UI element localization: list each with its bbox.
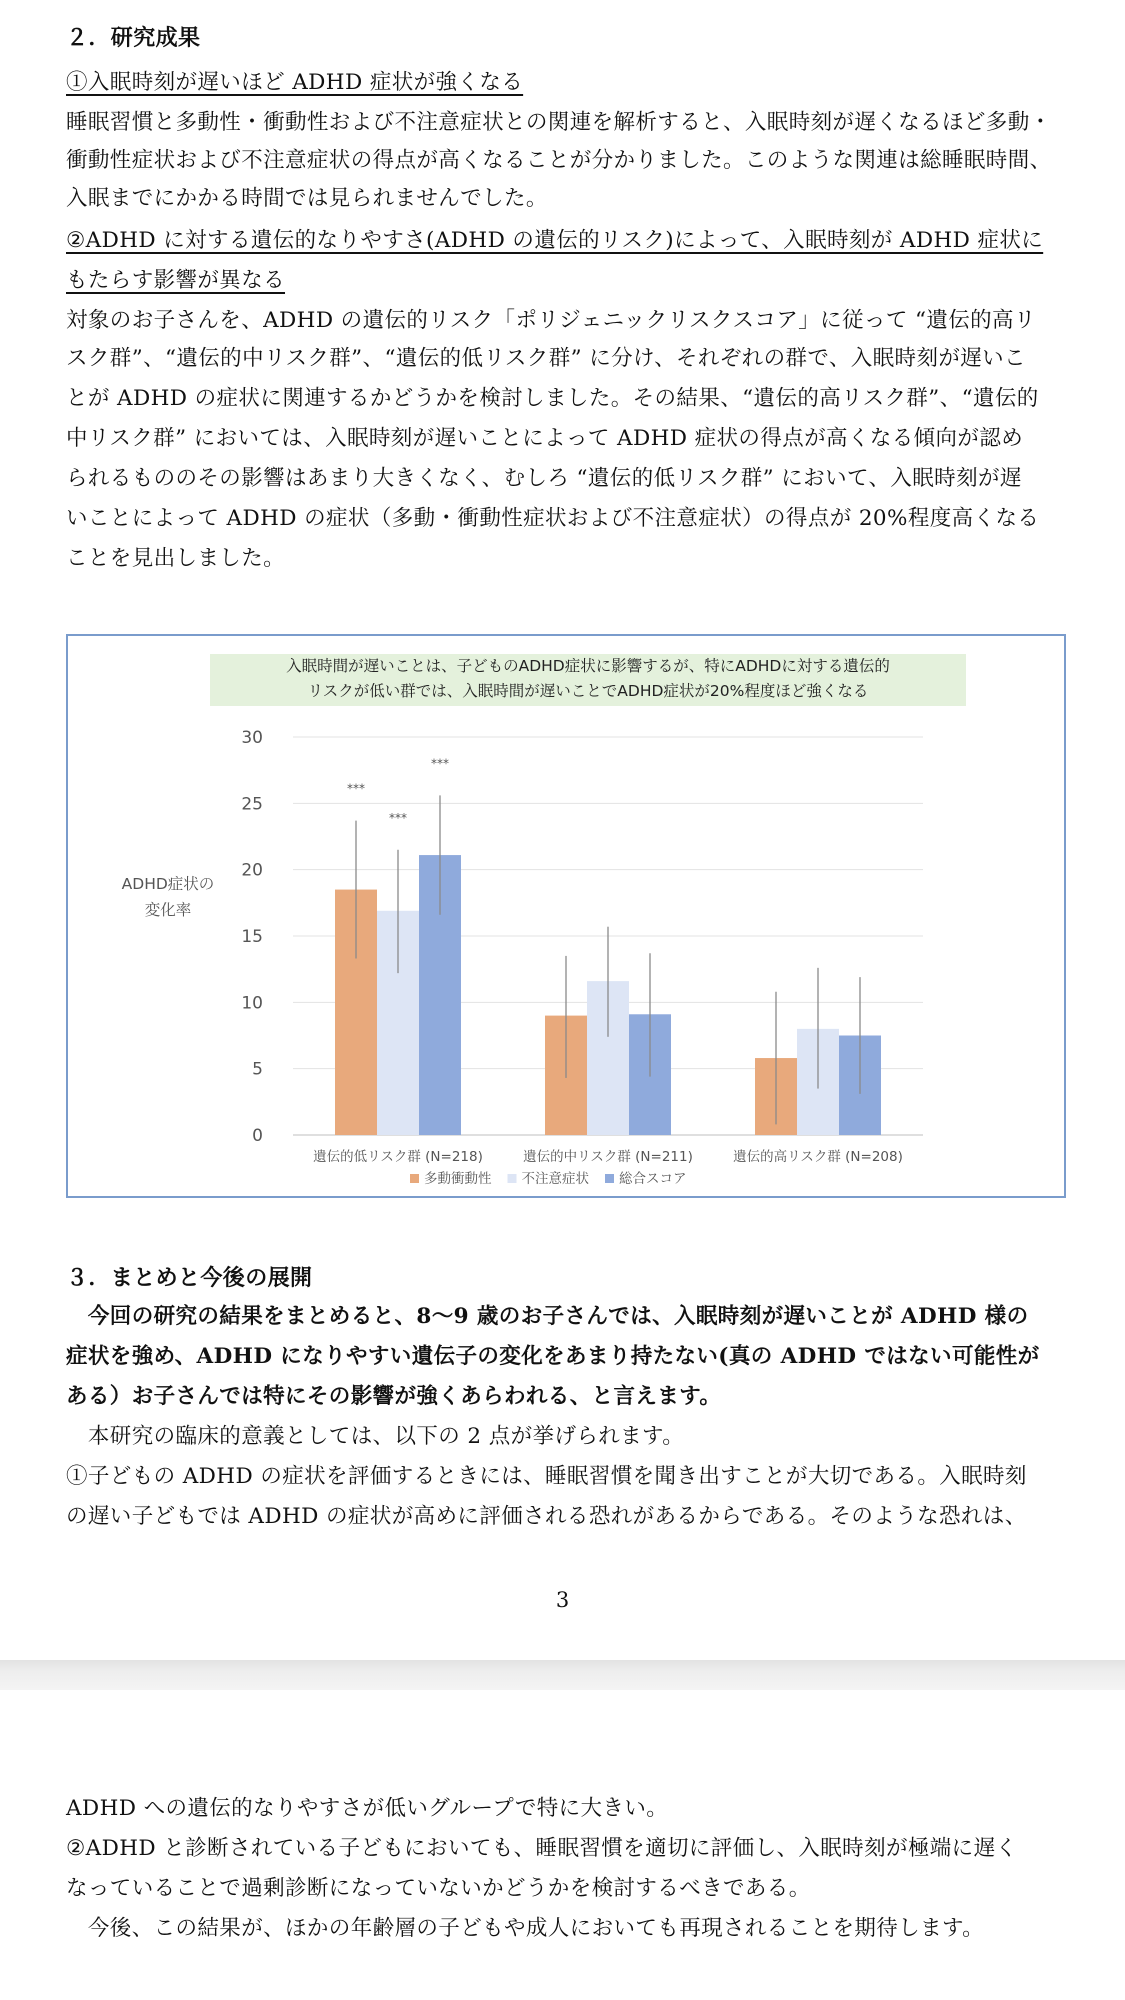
section-2-heading: ２．研究成果	[66, 26, 201, 51]
significance-label: ***	[389, 810, 407, 825]
legend-label: 多動衝動性	[424, 1171, 492, 1187]
legend-swatch	[410, 1174, 419, 1183]
finding-1-line: 衝動性症状および不注意症状の得点が高くなることが分かりました。このような関連は総睡眠時間、	[66, 148, 1052, 173]
page-number: 3	[555, 1588, 570, 1612]
x-category-label: 遺伝的高リスク群 (N=208)	[733, 1149, 903, 1165]
page-2-line: なっていることで過剰診断になっていないかどうかを検討するべきである。	[66, 1876, 811, 1901]
legend-label: 総合スコア	[619, 1171, 687, 1187]
page-2-line: ADHD への遺伝的なりやすさが低いグループで特に大きい。	[66, 1796, 669, 1821]
chart-title-line: 入眠時間が遅いことは、子どものADHD症状に影響するが、特にADHDに対する遺伝的	[286, 657, 890, 675]
y-tick-label: 15	[241, 927, 263, 947]
summary-line: ある）お子さんでは特にその影響が強くあらわれる、と言えます。	[66, 1384, 722, 1409]
document-page-4	[0, 1690, 1125, 2000]
finding-1-title: ①入眠時刻が遅いほど ADHD 症状が強くなる	[66, 70, 524, 95]
y-tick-label: 0	[252, 1126, 263, 1146]
finding-2-line: とが ADHD の症状に関連するかどうかを検討しました。その結果、“遺伝的高リスク群”、“遺伝的	[66, 386, 1039, 411]
legend-swatch	[605, 1174, 614, 1183]
y-axis-label: ADHD症状の	[121, 875, 215, 893]
summary-line: 今回の研究の結果をまとめると、8〜9 歳のお子さんでは、入眠時刻が遅いことが ADHD 様の	[66, 1304, 1029, 1329]
y-tick-label: 30	[241, 728, 263, 748]
y-tick-label: 20	[241, 860, 263, 881]
y-tick-label: 25	[241, 794, 263, 815]
finding-2-line: ことを見出しました。	[66, 546, 286, 571]
clinical-line: 本研究の臨床的意義としては、以下の 2 点が挙げられます。	[66, 1424, 685, 1449]
finding-2-line: られるもののその影響はあまり大きくなく、むしろ “遺伝的低リスク群” において、入眠時刻が遅	[66, 466, 1022, 491]
x-category-label: 遺伝的低リスク群 (N=218)	[313, 1149, 483, 1165]
y-tick-label: 5	[252, 1059, 263, 1080]
finding-2-title: ②ADHD に対する遺伝的なりやすさ(ADHD の遺伝的リスク)によって、入眠時刻が ADHD 症状に	[66, 228, 1044, 253]
finding-2-line: 対象のお子さんを、ADHD の遺伝的リスク「ポリジェニックリスクスコア」に従って “遺伝的高リ	[66, 308, 1036, 333]
chart-title-line: リスクが低い群では、入眠時間が遅いことでADHD症状が20%程度ほど強くなる	[307, 682, 869, 700]
y-tick-label: 10	[241, 993, 263, 1014]
page-2-line: 今後、この結果が、ほかの年齢層の子どもや成人においても再現されることを期待します。	[66, 1916, 985, 1941]
finding-1-line: 入眠までにかかる時間では見られませんでした。	[66, 186, 548, 211]
clinical-line: ①子どもの ADHD の症状を評価するときには、睡眠習慣を聞き出すことが大切である。入眠時刻	[66, 1464, 1027, 1489]
significance-label: ***	[431, 756, 449, 771]
finding-1-line: 睡眠習慣と多動性・衝動性および不注意症状との関連を解析すると、入眠時刻が遅くなるほど多動・	[66, 110, 1052, 135]
finding-2-line: 中リスク群” においては、入眠時刻が遅いことによって ADHD 症状の得点が高くなる傾向が認め	[66, 426, 1024, 451]
page-separator	[0, 1660, 1125, 1690]
x-category-label: 遺伝的中リスク群 (N=211)	[523, 1149, 693, 1165]
summary-line: 症状を強め、ADHD になりやすい遺伝子の変化をあまり持たない(真の ADHD ではない可能性が	[66, 1344, 1040, 1369]
legend-label: 不注意症状	[521, 1171, 589, 1187]
legend-swatch	[508, 1174, 517, 1183]
finding-2-line: いことによって ADHD の症状（多動・衝動性症状および不注意症状）の得点が 20%程度高くなる	[66, 506, 1040, 531]
finding-2-line: スク群”、“遺伝的中リスク群”、“遺伝的低リスク群” に分け、それぞれの群で、入眠時刻が遅いこ	[66, 346, 1026, 371]
y-axis-label: 変化率	[144, 901, 192, 919]
clinical-line: の遅い子どもでは ADHD の症状が高めに評価される恐れがあるからである。そのような恐れは、	[66, 1504, 1027, 1529]
finding-2-title: もたらす影響が異なる	[66, 268, 286, 293]
significance-label: ***	[347, 781, 365, 796]
page-2-line: ②ADHD と診断されている子どもにおいても、睡眠習慣を適切に評価し、入眠時刻が極端に遅く	[66, 1836, 1018, 1861]
section-3-heading: ３．まとめと今後の展開	[66, 1266, 313, 1291]
figure-chart	[66, 634, 1066, 1198]
bar-chart	[68, 636, 1064, 1196]
